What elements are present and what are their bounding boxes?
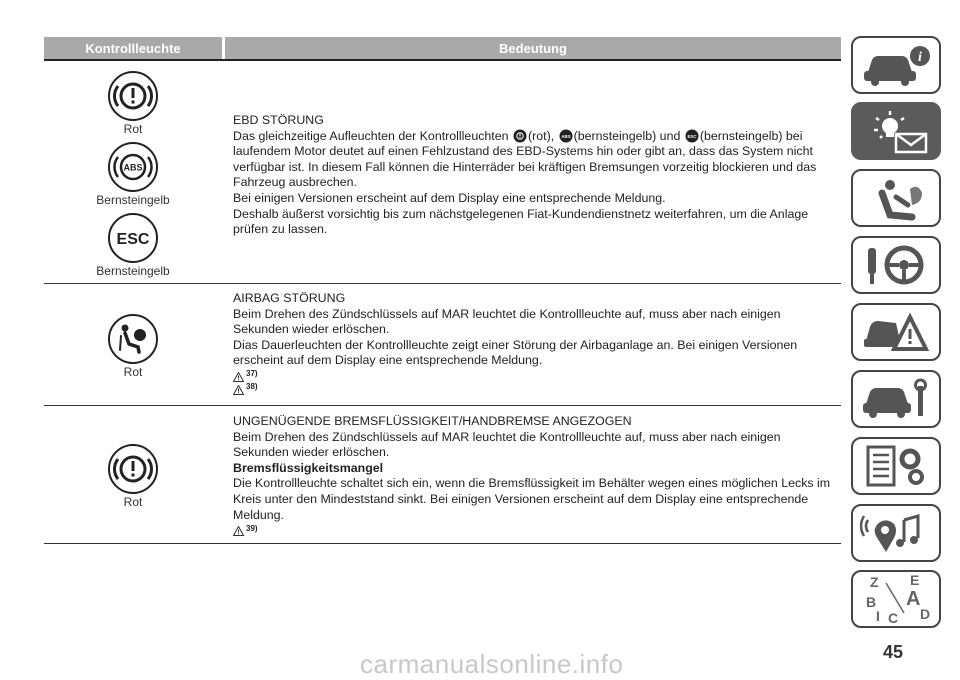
car-crash-warning-icon	[860, 309, 932, 355]
meaning-cell	[222, 61, 841, 283]
warning-reference[interactable]: 39)	[233, 524, 831, 536]
table-header	[44, 37, 841, 61]
lamp-color-label: Bernsteingelb	[96, 263, 170, 278]
table-row	[44, 406, 841, 544]
lamp-cell	[44, 406, 222, 543]
fault-title: EBD STÖRUNG	[233, 113, 324, 127]
svg-text:C: C	[888, 610, 899, 625]
car-wrench-icon	[860, 376, 932, 422]
svg-text:I: I	[876, 608, 880, 624]
specs-gears-icon	[860, 443, 932, 489]
tab-index[interactable]	[851, 570, 941, 628]
svg-text:i: i	[918, 50, 922, 65]
brake-warning-icon	[513, 129, 527, 143]
brake-warning-icon	[108, 444, 158, 494]
svg-text:D: D	[920, 606, 931, 622]
table-row	[44, 61, 841, 284]
warning-triangle-icon	[233, 372, 244, 382]
tab-starting-driving[interactable]	[851, 236, 941, 294]
table-row	[44, 284, 841, 406]
description-paragraph: Beim Drehen des Zündschlüssels auf MAR leuchtet die Kontrollleuchte auf, muss aber nach einigen Sekunden wieder erlöschen.	[233, 306, 781, 337]
description-paragraph: Die Kontrollleuchte schaltet sich ein, wenn die Bremsflüssigkeit im Behälter wegen eines möglichen Lecks im Kreis unter den Mindeststand sinkt. Bei einigen Versionen erscheint auf dem Display eine entsprechende Meldung.	[233, 476, 831, 522]
page-number: 45	[882, 642, 904, 662]
lamp-color-label: Rot	[123, 365, 143, 379]
description-paragraph: Bei einigen Versionen erscheint auf dem Display eine entsprechende Meldung.	[233, 190, 666, 205]
tab-car-info[interactable]	[851, 36, 941, 94]
fault-title: AIRBAG STÖRUNG	[233, 291, 346, 305]
esc-icon	[108, 213, 158, 263]
warning-reference[interactable]: 37)	[233, 370, 831, 382]
brake-warning-icon	[108, 71, 158, 121]
header-warning-light: Kontrollleuchte	[85, 40, 181, 56]
section-subtitle: Bremsflüssigkeitsmangel	[233, 460, 384, 475]
lamp-color-label: Bernsteingelb	[96, 192, 170, 207]
svg-text:ESC: ESC	[687, 133, 697, 139]
multimedia-icon	[860, 510, 932, 556]
car-info-icon	[860, 42, 932, 88]
description-paragraph: Das gleichzeitige Aufleuchten der Kontrollleuchten (rot), ABS (bernsteingelb) und ESC (bernsteingelb) bei laufendem Motor deutet auf einen Fehlzustand des EBD-Systems hin oder gibt an, dass das System nicht verfügbar ist. In diesem Fall können die Hinterräder bei kräftigen Bremsungen vorzeitig blockieren und das Fahrzeug ausbrechen.	[233, 128, 817, 190]
lamp-cell	[44, 284, 222, 405]
tab-technical-data[interactable]	[851, 437, 941, 495]
meaning-cell	[222, 284, 841, 405]
description-paragraph: Deshalb äußerst vorsichtig bis zum nächstgelegenen Fiat-Kundendienstnetz weiterfahren, um die Anlage prüfen zu lassen.	[233, 206, 809, 237]
svg-text:Z: Z	[870, 574, 879, 590]
meaning-cell	[222, 406, 841, 543]
svg-text:B: B	[866, 594, 877, 610]
svg-text:A: A	[906, 588, 921, 610]
svg-text:ESC: ESC	[116, 230, 150, 248]
svg-text:ABS: ABS	[560, 133, 571, 139]
key-steering-wheel-icon	[860, 242, 932, 288]
warning-triangle-icon	[233, 385, 244, 395]
tab-multimedia[interactable]	[851, 504, 941, 562]
watermark: carmanualsonline.info	[360, 649, 624, 679]
seat-airbag-icon	[860, 175, 932, 221]
airbag-icon	[108, 314, 158, 364]
svg-text:ABS: ABS	[123, 162, 143, 172]
tab-emergency[interactable]	[851, 303, 941, 361]
svg-text:E: E	[910, 573, 920, 588]
abs-icon	[559, 129, 573, 143]
lamp-cell	[44, 61, 222, 283]
warning-light-message-icon	[860, 108, 932, 154]
esc-icon	[685, 129, 699, 143]
warning-lights-table	[44, 37, 841, 544]
tab-safety[interactable]	[851, 169, 941, 227]
description-paragraph: Beim Drehen des Zündschlüssels auf MAR leuchtet die Kontrollleuchte auf, muss aber nach einigen Sekunden wieder erlöschen.	[233, 429, 781, 460]
tab-maintenance[interactable]	[851, 370, 941, 428]
index-letters-icon	[860, 573, 932, 625]
lamp-color-label: Rot	[123, 121, 143, 136]
lamp-color-label: Rot	[123, 495, 143, 509]
header-meaning: Bedeutung	[222, 37, 841, 59]
warning-triangle-icon	[233, 526, 244, 536]
abs-icon	[108, 142, 158, 192]
description-paragraph: Dias Dauerleuchten der Kontrollleuchte zeigt einer Störung der Airbaganlage an. Bei einigen Versionen erscheint auf dem Display eine entsprechende Meldung.	[233, 337, 798, 368]
tab-warning-lights[interactable]	[851, 102, 941, 160]
fault-title: UNGENÜGENDE BREMSFLÜSSIGKEIT/HANDBREMSE ANGEZOGEN	[233, 414, 632, 428]
warning-reference[interactable]: 38)	[233, 383, 831, 395]
